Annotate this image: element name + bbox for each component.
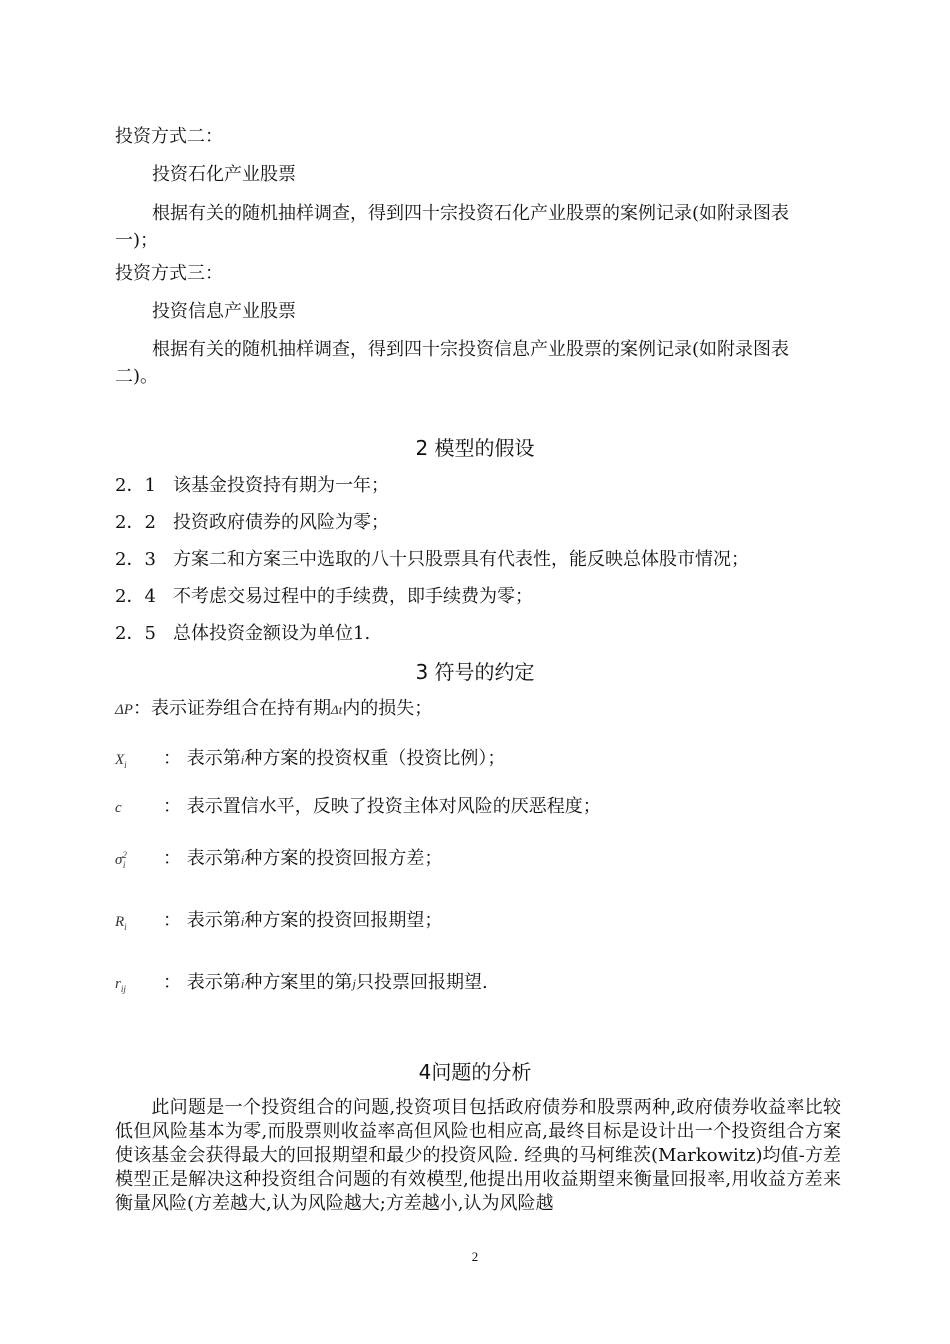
symbol-desc: 种方案的投资回报期望； — [244, 910, 443, 931]
assumption-item — [115, 551, 749, 569]
mode2-desc-line1: 根据有关的随机抽样调查，得到四十宗投资石化产业股票的案例记录(如附录图表 — [152, 203, 790, 224]
symbol-desc: 种方案的投资回报方差； — [244, 848, 443, 869]
symbol-delta-t: Δt — [330, 702, 343, 717]
symbol-desc: ： 表示第 — [163, 972, 241, 993]
symbol-subscript: i — [122, 860, 126, 870]
symbol-inline-j: j — [352, 976, 356, 991]
symbol-desc: ：表示证券组合在持有期 — [132, 698, 331, 719]
symbol-r-lower: r — [115, 976, 121, 992]
symbol-inline-i: i — [240, 914, 245, 929]
symbol-row — [115, 974, 488, 994]
mode3-label: 投资方式三： — [115, 263, 223, 284]
assumption-text: 总体投资金额设为单位1. — [173, 623, 371, 644]
symbol-desc: ： 表示置信水平，反映了投资主体对风险的厌恶程度； — [163, 796, 601, 817]
mode2-title: 投资石化产业股票 — [152, 164, 296, 185]
assumption-text: 方案二和方案三中选取的八十只股票具有代表性，能反映总体股市情况； — [173, 549, 749, 570]
mode2-desc-line2: 一)； — [115, 230, 159, 251]
symbol-inline-i: i — [240, 852, 245, 867]
symbol-subscript: i — [124, 760, 127, 770]
symbol-desc: 内的损失； — [342, 698, 433, 719]
symbol-desc: ： 表示第 — [163, 910, 241, 931]
symbol-subscript: ij — [120, 984, 126, 994]
symbol-desc: 只投票回报期望. — [355, 972, 488, 993]
assumption-item — [115, 588, 533, 606]
symbol-x: X — [115, 752, 125, 768]
assumption-number: 2．1 — [115, 475, 156, 496]
section3-heading: 3 符号的约定 — [415, 660, 535, 684]
section2-heading: 2 模型的假设 — [415, 436, 535, 460]
symbol-desc: 种方案的投资权重（投资比例）； — [244, 748, 506, 769]
assumption-number: 2．4 — [115, 586, 156, 607]
assumption-item — [115, 625, 370, 643]
symbol-row — [115, 798, 601, 816]
mode3-desc-line2: 二)。 — [115, 366, 159, 387]
symbol-r-upper: R — [115, 914, 125, 930]
section4-heading: 4问题的分析 — [418, 1060, 532, 1084]
mode3-desc-line1: 根据有关的随机抽样调查，得到四十宗投资信息产业股票的案例记录(如附录图表 — [152, 339, 790, 360]
symbol-sigma: σ — [115, 852, 123, 868]
assumption-item — [115, 477, 389, 495]
symbol-inline-i: i — [240, 976, 245, 991]
assumption-text: 投资政府债券的风险为零； — [173, 512, 389, 533]
assumption-number: 2．5 — [115, 623, 156, 644]
mode3-title: 投资信息产业股票 — [152, 301, 296, 322]
analysis-text: 此问题是一个投资组合的问题,投资项目包括政府债券和股票两种,政府债券收益率比较低但风险基本为零,而股票则收益率高但风险也相应高,最终目标是设计出一个投资组合方案使该基金会获得最大的回报期望和最少的投资风险. 经典的马柯维茨(Markowitz)均值-方差模型正是解决这种投资组合问题的有效模型,他提出用收益期望来衡量回报率,用收益方差来衡量风险(方差越大,认为风险越大;方差越小,认为风险越 — [115, 1097, 841, 1214]
page-number: 2 — [471, 1249, 479, 1264]
mode2-label: 投资方式二： — [115, 126, 223, 147]
symbol-c: c — [115, 800, 122, 816]
symbol-row — [115, 700, 432, 718]
symbol-desc: ： 表示第 — [163, 748, 241, 769]
assumption-text: 该基金投资持有期为一年； — [173, 475, 389, 496]
assumption-text: 不考虑交易过程中的手续费，即手续费为零； — [173, 586, 533, 607]
assumption-item — [115, 514, 389, 532]
symbol-subscript: i — [124, 922, 127, 932]
analysis-paragraph — [115, 1096, 841, 1216]
assumption-number: 2．2 — [115, 512, 156, 533]
assumption-number: 2．3 — [115, 549, 156, 570]
symbol-row — [115, 750, 505, 770]
symbol-row — [115, 850, 442, 870]
symbol-row — [115, 912, 442, 932]
symbol-superscript: 2 — [122, 850, 127, 860]
symbol-desc: 种方案里的第 — [244, 972, 353, 993]
symbol-inline-i: i — [240, 752, 245, 767]
symbol-delta-p: ΔP — [115, 702, 133, 718]
symbol-desc: ： 表示第 — [163, 848, 241, 869]
